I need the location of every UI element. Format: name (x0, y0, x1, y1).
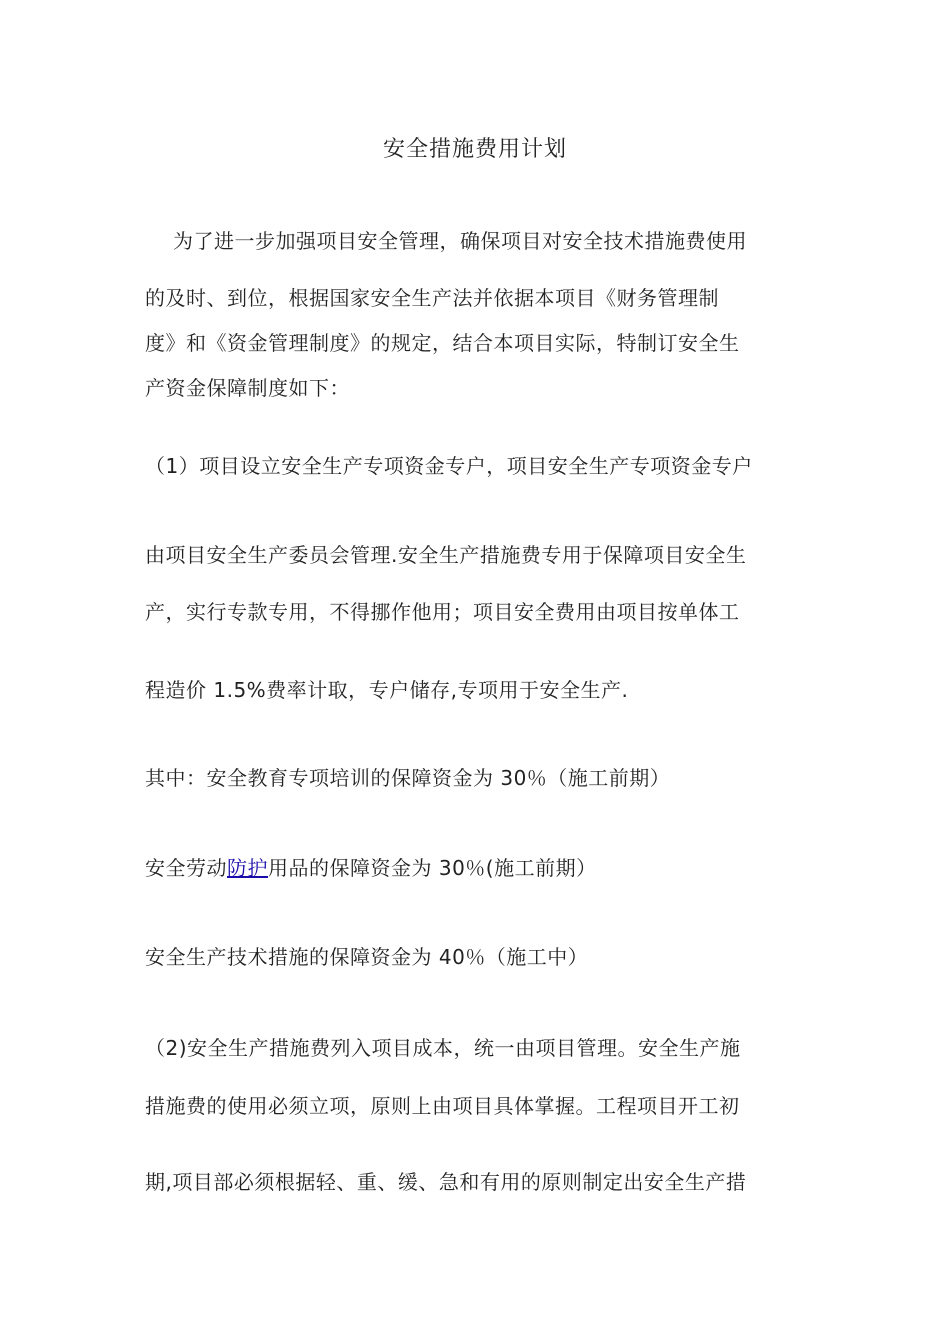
allocation-line-2-suffix: 用品的保障资金为 30％(施工前期） (268, 856, 597, 880)
clause2-line-2: 措施费的使用必须立项，原则上由项目具体掌握。工程项目开工初 (145, 1094, 740, 1118)
document-title: 安全措施费用计划 (382, 137, 567, 162)
allocation-line-2-prefix: 安全劳动 (145, 856, 227, 880)
intro-line-4: 产资金保障制度如下： (145, 376, 350, 400)
clause2-line-3: 期,项目部必须根据轻、重、缓、急和有用的原则制定出安全生产措 (145, 1170, 747, 1194)
clause1-line-4: 程造价 1.5%费率计取，专户储存,专项用于安全生产. (145, 678, 629, 702)
allocation-line-3: 安全生产技术措施的保障资金为 40％（施工中） (145, 945, 589, 969)
allocation-line-2 (145, 854, 597, 882)
allocation-line-1: 其中：安全教育专项培训的保障资金为 30％（施工前期） (145, 766, 671, 790)
intro-line-3: 度》和《资金管理制度》的规定，结合本项目实际，特制订安全生 (145, 331, 740, 355)
clause1-line-3: 产，实行专款专用，不得挪作他用；项目安全费用由项目按单体工 (145, 600, 740, 624)
intro-line-1: 为了进一步加强项目安全管理，确保项目对安全技术措施费使用 (173, 229, 747, 253)
intro-line-2: 的及时、到位，根据国家安全生产法并依据本项目《财务管理制 (145, 286, 719, 310)
clause1-line-1: （1）项目设立安全生产专项资金专户，项目安全生产专项资金专户 (145, 454, 753, 478)
clause2-line-1: （2)安全生产措施费列入项目成本，统一由项目管理。安全生产施 (145, 1036, 741, 1060)
clause1-line-2: 由项目安全生产委员会管理.安全生产措施费专用于保障项目安全生 (145, 543, 747, 567)
protection-link[interactable]: 防护 (227, 856, 268, 880)
